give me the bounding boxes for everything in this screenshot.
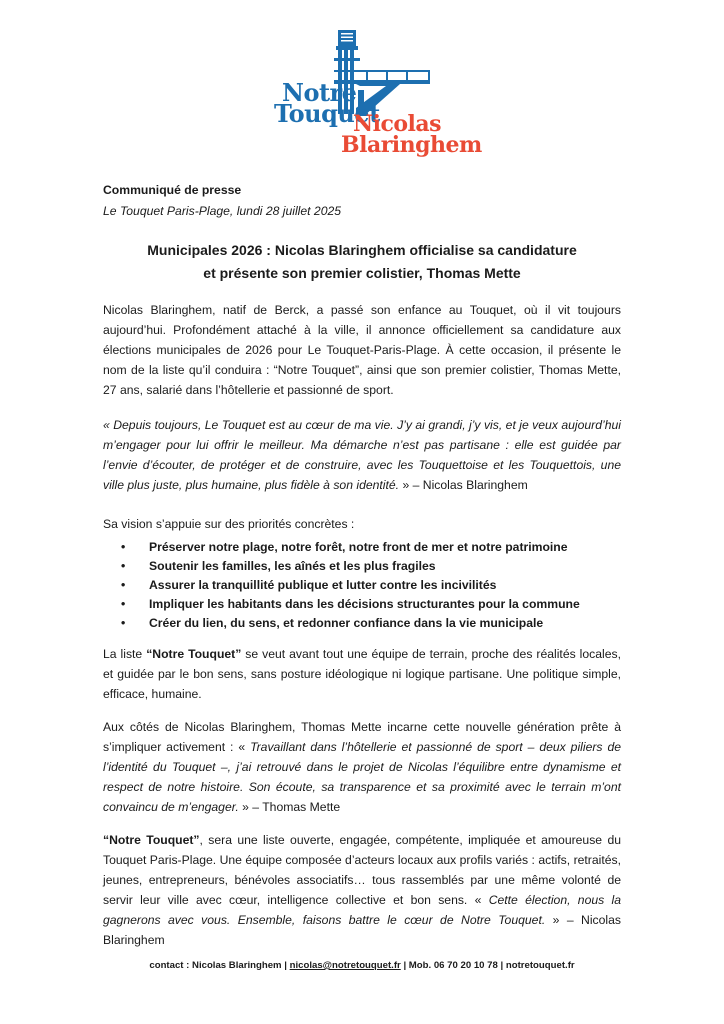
priorities-section (103, 514, 621, 633)
quote-attribution: » – Nicolas Blaringhem (399, 478, 528, 492)
page-title (80, 239, 644, 284)
contact-footer: contact : Nicolas Blaringhem | nicolas@notretouquet.fr | Mob. 06 70 20 10 78 | notretouquet.fr (149, 960, 575, 971)
logo-word-blaringhem: Blaringhem (341, 132, 482, 158)
paragraph-list-description: La liste “Notre Touquet” se veut avant tout une équipe de terrain, proche des réalités locales, et guidée par le bon sens, sans posture idéologique ni logique partisane. Une politique simple, efficace, humaine. (103, 647, 621, 701)
list-item: • Impliquer les habitants dans les décisions structurantes pour la commune (103, 595, 621, 614)
bullet-icon: • (121, 540, 126, 554)
press-release-label: Communiqué de presse (103, 183, 242, 197)
list-item: • Soutenir les familles, les aînés et les plus fragiles (103, 557, 621, 576)
list-item: • Préserver notre plage, notre forêt, notre front de mer et notre patrimoine (103, 538, 621, 557)
bullet-icon: • (121, 616, 126, 630)
list-item: • Créer du lien, du sens, et redonner confiance dans la vie municipale (103, 614, 621, 633)
press-header (103, 180, 341, 222)
email-link[interactable]: nicolas@notretouquet.fr (289, 960, 401, 971)
list-name: “Notre Touquet” (103, 833, 200, 847)
quote-text: « Depuis toujours, Le Touquet est au cœur de ma vie. J’y ai grandi, j’y vis, et je veux aujourd’hui m’engager pour lui offrir le meilleur. Ma démarche n’est pas partisane : elle est guidée par l’envie d’écouter, de protéger et de construire, avec les Touquettoise et les Touquettois, une ville plus juste, plus humaine, plus fidèle à son identité. (103, 418, 621, 492)
quote-text: Cette élection, nous la gagnerons avec vous. Ensemble, faisons battre le cœur de Notre Touquet. (103, 893, 621, 927)
paragraph-closing: “Notre Touquet”, sera une liste ouverte, engagée, compétente, impliquée et amoureuse du Touquet Paris-Plage. Une équipe composée d’acteurs locaux aux profils variés : actifs, retraités, jeunes, entrepreneurs, bénévoles associatifs… tous rassemblés par une même volonté de servir leur ville avec cœur, intelligence collective et bon sens. « Cette élection, nous la gagnerons avec vous. Ensemble, faisons battre le cœur de Notre Touquet. » – Nicolas Blaringhem (103, 833, 621, 947)
quote-attribution: » – Thomas Mette (238, 800, 341, 814)
logo-word-nicolas: Nicolas (353, 111, 442, 137)
paragraph-intro: Nicolas Blaringhem, natif de Berck, a passé son enfance au Touquet, où il vit toujours aujourd’hui. Profondément attaché à la ville, il annonce officiellement sa candidature aux élections municipales de 2026 pour Le Touquet-Paris-Plage. À cette occasion, il présente le nom de la liste qu’il conduira : “Notre Touquet”, ainsi que son premier colistier, Thomas Mette, 27 ans, salarié dans l’hôtellerie et passionné de sport. (103, 303, 621, 397)
list-name: “Notre Touquet” (146, 647, 242, 661)
priorities-intro: Sa vision s’appuie sur des priorités concrètes : (103, 517, 355, 531)
logo-word-notre: Notre (282, 78, 357, 107)
list-item: • Assurer la tranquillité publique et lutter contre les incivilités (103, 576, 621, 595)
campaign-logo (268, 24, 482, 159)
paragraph-quote-nicolas (103, 415, 621, 495)
priorities-list (103, 538, 621, 633)
bullet-icon: • (121, 578, 126, 592)
bullet-icon: • (121, 597, 126, 611)
quote-attribution: » – Nicolas Blaringhem (103, 913, 621, 947)
bullet-icon: • (121, 559, 126, 573)
title-line-1: Municipales 2026 : Nicolas Blaringhem officialise sa candidature (147, 242, 577, 258)
dateline: Le Touquet Paris-Plage, lundi 28 juillet 2025 (103, 204, 342, 218)
paragraph-thomas-mette: Aux côtés de Nicolas Blaringhem, Thomas Mette incarne cette nouvelle génération prête à s’impliquer activement : « Travaillant dans l’hôtellerie et passionné de sport – deux piliers de l’identité du Touquet –, j’ai retrouvé dans le projet de Nicolas l’équilibre entre dynamisme et respect de notre histoire. Son écoute, sa transparence et sa proximité avec le terrain m’ont convaincu de m’engager. » – Thomas Mette (103, 720, 621, 814)
title-line-2: et présente son premier colistier, Thomas Mette (203, 264, 521, 281)
logo-word-touquet: Touquet (274, 99, 380, 128)
quote-text: Travaillant dans l’hôtellerie et passionné de sport – deux piliers de l’identité du Touquet –, j’ai retrouvé dans le projet de Nicolas l’équilibre entre dynamisme et respect de notre histoire. Son écoute, sa transparence et sa proximité avec le terrain m’ont convaincu de m’engager. (103, 740, 621, 814)
